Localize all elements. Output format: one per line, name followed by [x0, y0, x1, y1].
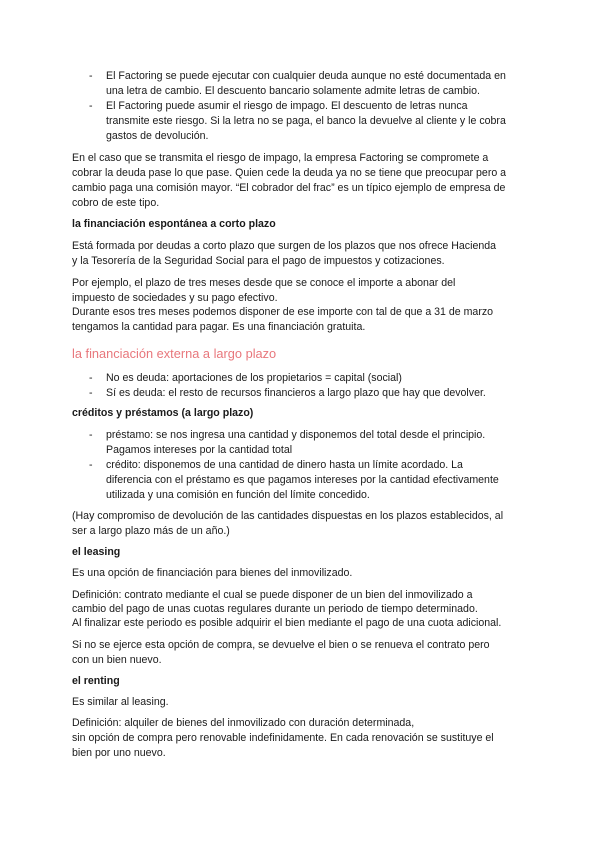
list-item-line: Pagamos intereses por la cantidad total [106, 444, 293, 456]
paragraph-line: Por ejemplo, el plazo de tres meses desde que se conoce el importe a abonar del [72, 277, 456, 289]
paragraph-line: Definición: alquiler de bienes del inmovilizado con duración determinada, [72, 717, 415, 729]
paragraph-line: Está formada por deudas a corto plazo que surgen de los plazos que nos ofrece Hacienda [72, 240, 497, 252]
bullet-dash: - [89, 387, 93, 399]
list-item-line: Sí es deuda: el resto de recursos financieros a largo plazo que hay que devolver. [106, 387, 486, 399]
paragraph-leasing-1: Es una opción de financiación para bienes del inmovilizado. [72, 567, 353, 579]
paragraph-line: Al finalizar este periodo es posible adquirir el bien mediante el pago de una cuota adicional. [72, 617, 502, 629]
list-item-line: préstamo: se nos ingresa una cantidad y disponemos del total desde el principio. [106, 429, 486, 441]
paragraph-line: cambio paga una comisión mayor. “El cobrador del frac” es un típico ejemplo de empresa de [72, 182, 506, 194]
paragraph-renting-1: Es similar al leasing. [72, 696, 169, 708]
paragraph-line: con un bien nuevo. [72, 654, 162, 666]
list-item-line: gastos de devolución. [106, 130, 209, 142]
paragraph-line: y la Tesorería de la Seguridad Social para el pago de impuestos y cotizaciones. [72, 255, 445, 267]
bullet-dash: - [89, 372, 93, 384]
paragraph-line: impuesto de sociedades y su pago efectivo. [72, 292, 278, 304]
heading-renting: el renting [72, 675, 120, 687]
heading-financiacion-externa: la financiación externa a largo plazo [72, 346, 277, 361]
paragraph-line: cobro de este tipo. [72, 197, 160, 209]
paragraph-line: cambio del pago de unas cuotas regulares durante un periodo de tiempo determinado. [72, 603, 478, 615]
list-item-line: No es deuda: aportaciones de los propietarios = capital (social) [106, 372, 402, 384]
heading-leasing: el leasing [72, 546, 121, 558]
list-item-line: El Factoring se puede ejecutar con cualquier deuda aunque no esté documentada en [106, 70, 506, 82]
paragraph-line: En el caso que se transmita el riesgo de impago, la empresa Factoring se compromete a [72, 152, 489, 164]
list-item-line: crédito: disponemos de una cantidad de dinero hasta un límite acordado. La [106, 459, 463, 471]
heading-financiacion-espontanea: la financiación espontánea a corto plazo [72, 218, 276, 230]
paragraph-line: bien por uno nuevo. [72, 747, 166, 759]
bullet-dash: - [89, 459, 93, 471]
bullet-dash: - [89, 70, 93, 82]
paragraph-line: (Hay compromiso de devolución de las cantidades dispuestas en los plazos establecidos, al [72, 510, 504, 522]
heading-creditos-prestamos: créditos y préstamos (a largo plazo) [72, 407, 254, 419]
paragraph-line: cobrar la deuda pase lo que pase. Quien cede la deuda ya no se tiene que preocupar pero a [72, 167, 507, 179]
list-item-line: diferencia con el préstamo es que pagamos intereses por la cantidad efectivamente [106, 474, 499, 486]
paragraph-line: Definición: contrato mediante el cual se puede disponer de un bien del inmovilizado a [72, 589, 473, 601]
list-item-line: una letra de cambio. El descuento bancario solamente admite letras de cambio. [106, 85, 480, 97]
paragraph-line: Durante esos tres meses podemos disponer de ese importe con tal de que a 31 de marzo [72, 306, 494, 318]
list-item-line: transmite este riesgo. Si la letra no se paga, el banco la devuelve al cliente y le cobra [106, 115, 506, 127]
list-item-line: El Factoring puede asumir el riesgo de impago. El descuento de letras nunca [106, 100, 468, 112]
list-item-line: utilizada y una comisión en función del límite concedido. [106, 489, 370, 501]
paragraph-line: sin opción de compra pero renovable indefinidamente. En cada renovación se sustituye el [72, 732, 494, 744]
bullet-dash: - [89, 429, 93, 441]
bullet-dash: - [89, 100, 93, 112]
paragraph-line: ser a largo plazo más de un año.) [72, 525, 230, 537]
paragraph-line: Si no se ejerce esta opción de compra, se devuelve el bien o se renueva el contrato pero [72, 639, 490, 651]
paragraph-line: tengamos la cantidad para pagar. Es una financiación gratuita. [72, 321, 366, 333]
